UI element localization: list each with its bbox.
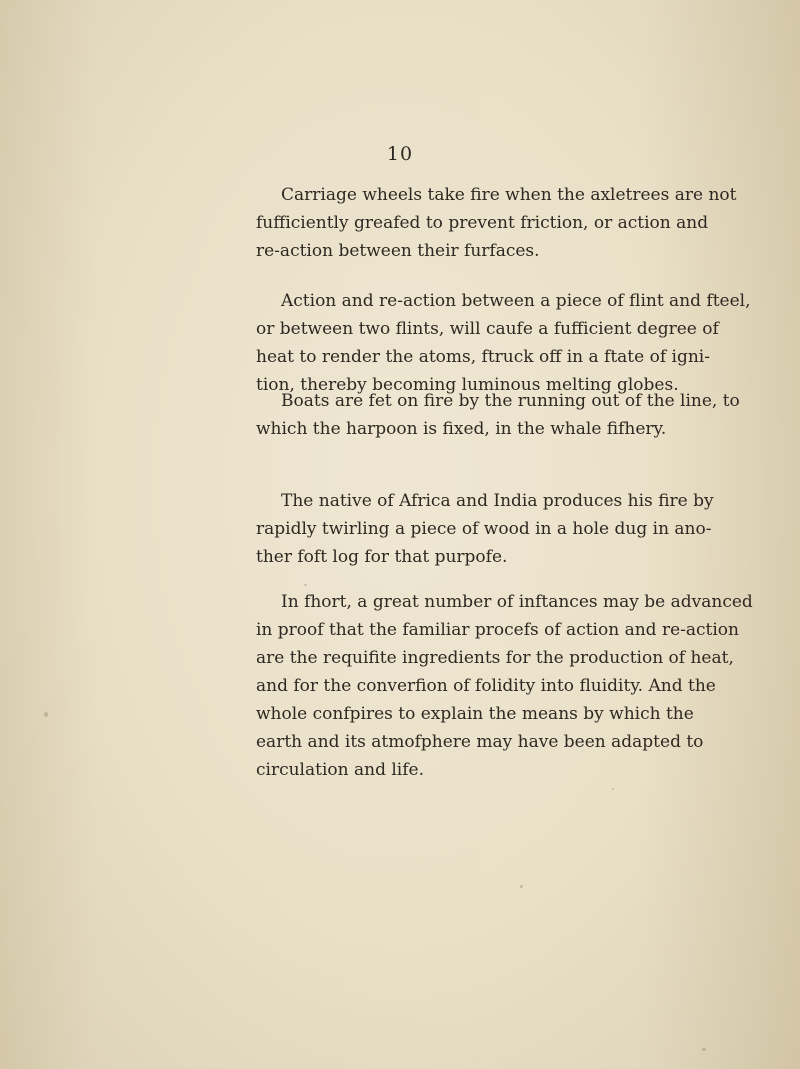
text-line: heat to render the atoms, ftruck off in a ftate of igni- [256,347,710,367]
paper-speck [304,584,307,586]
text-line: and for the converfion of folidity into fluidity. And the [256,676,716,696]
text-line: which the harpoon is fixed, in the whale fifhery. [256,419,667,439]
text-line: re-action between their furfaces. [256,241,540,261]
paper-speck [702,1048,706,1051]
text-line: earth and its atmofphere may have been adapted to [256,732,704,752]
text-line: In fhort, a great number of inftances may be advanced [281,592,753,612]
paragraph-flint-and-steel [256,287,751,399]
text-line: ther foft log for that purpofe. [256,547,508,567]
paragraph-in-short [256,588,753,784]
text-line: tion, thereby becoming luminous melting globes. [256,375,679,395]
text-line: Carriage wheels take fire when the axletrees are not [281,185,737,205]
text-line: Boats are fet on fire by the running out of the line, to [281,391,740,411]
text-line: whole confpires to explain the means by which the [256,704,694,724]
page-number: 10 [386,143,414,165]
text-line: in proof that the familiar procefs of action and re-action [256,620,739,640]
text-line: circulation and life. [256,760,424,780]
text-line: rapidly twirling a piece of wood in a hole dug in ano- [256,519,712,539]
text-line: are the requifite ingredients for the production of heat, [256,648,734,668]
paragraph-native-fire [256,487,714,571]
text-line: fufficiently greafed to prevent friction, or action and [256,213,709,233]
paper-speck [44,712,48,717]
paper-speck [612,788,614,790]
text-line: Action and re-action between a piece of flint and fteel, [281,291,751,311]
text-line: or between two flints, will caufe a fufficient degree of [256,319,719,339]
paper-speck [520,885,523,888]
text-line: The native of Africa and India produces his fire by [281,491,714,511]
paragraph-boats [256,387,740,443]
paragraph-carriage-wheels [256,181,737,265]
